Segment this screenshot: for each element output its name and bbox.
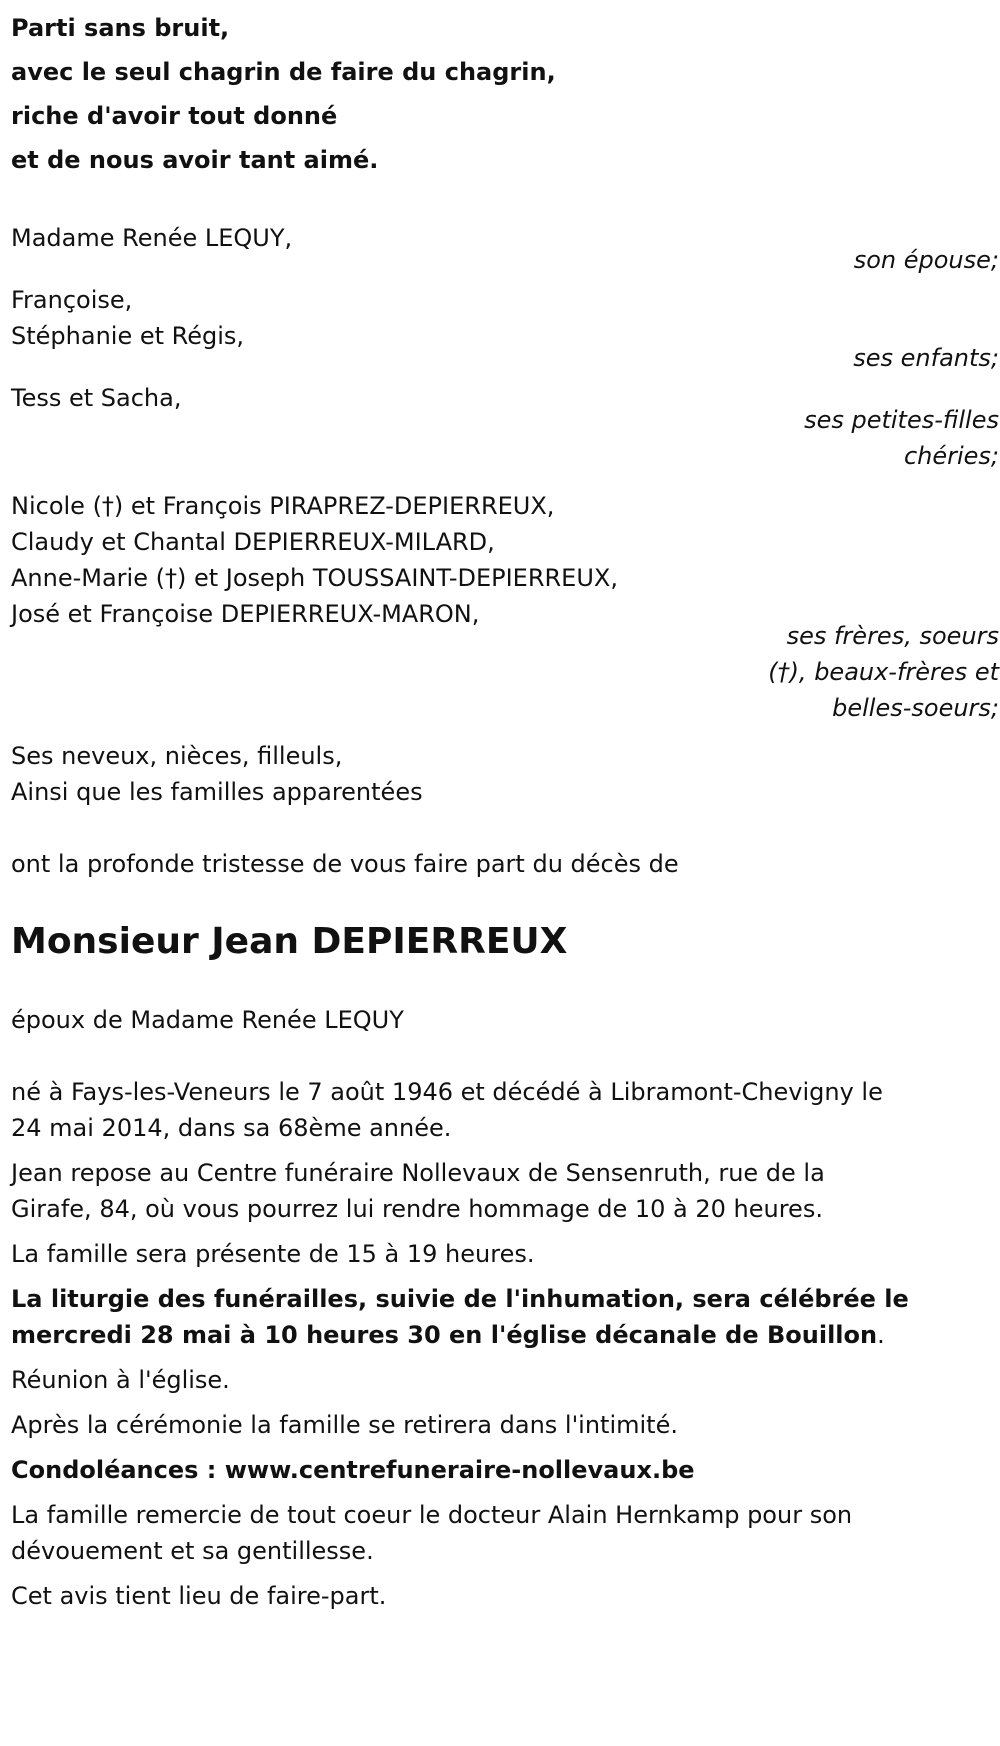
- condolences: Condoléances : www.centrefuneraire-nollevaux.be: [11, 1456, 695, 1484]
- others-group: [11, 738, 991, 810]
- repose-line: Girafe, 84, où vous pourrez lui rendre hommage de 10 à 20 heures.: [11, 1195, 823, 1223]
- liturgy-line-2: mercredi 28 mai à 10 heures 30 en l'église décanale de Bouillon.: [11, 1321, 885, 1349]
- child-name: Stéphanie et Régis,: [11, 322, 245, 350]
- others-line: Ainsi que les familles apparentées: [11, 778, 423, 806]
- reunion: Réunion à l'église.: [11, 1366, 230, 1394]
- poem-line: et de nous avoir tant aimé.: [11, 146, 379, 174]
- siblings-group: [11, 488, 999, 726]
- siblings-relation: ses frères, soeurs (†), beaux-frères et belles-soeurs;: [768, 622, 999, 722]
- sibling-name: Anne-Marie (†) et Joseph TOUSSAINT-DEPIERREUX,: [11, 564, 618, 592]
- poem-line: avec le seul chagrin de faire du chagrin,: [11, 58, 556, 86]
- birth-death-line: 24 mai 2014, dans sa 68ème année.: [11, 1114, 452, 1142]
- poem-line: riche d'avoir tout donné: [11, 102, 338, 130]
- family-present: La famille sera présente de 15 à 19 heures.: [11, 1240, 535, 1268]
- spouse-name: Madame Renée LEQUY,: [11, 224, 293, 252]
- notice: Cet avis tient lieu de faire-part.: [11, 1582, 387, 1610]
- poem: [11, 6, 991, 182]
- child-name: Françoise,: [11, 286, 133, 314]
- children-relation: ses enfants;: [853, 344, 999, 372]
- grandchildren-group: [11, 380, 999, 474]
- thanks-line: La famille remercie de tout coeur le docteur Alain Hernkamp pour son: [11, 1501, 853, 1529]
- grandchild-name: Tess et Sacha,: [11, 384, 182, 412]
- grandchildren-relation: ses petites-filles chéries;: [804, 406, 999, 470]
- repose-line: Jean repose au Centre funéraire Nollevaux de Sensenruth, rue de la: [11, 1159, 825, 1187]
- spouse-relation: son épouse;: [853, 246, 999, 274]
- ceremony: Après la cérémonie la famille se retirera dans l'intimité.: [11, 1411, 678, 1439]
- birth-death-line: né à Fays-les-Veneurs le 7 août 1946 et décédé à Libramont-Chevigny le: [11, 1078, 883, 1106]
- announcement: ont la profonde tristesse de vous faire part du décès de: [11, 850, 679, 878]
- sibling-name: Claudy et Chantal DEPIERREUX-MILARD,: [11, 528, 495, 556]
- liturgy-line: La liturgie des funérailles, suivie de l'inhumation, sera célébrée le: [11, 1285, 909, 1313]
- sibling-name: José et Françoise DEPIERREUX-MARON,: [11, 600, 480, 628]
- deceased-name: Monsieur Jean DEPIERREUX: [11, 921, 568, 962]
- spouse-group: [11, 220, 999, 278]
- children-group: [11, 282, 999, 376]
- obituary-content: [11, 6, 999, 1614]
- thanks-line: dévouement et sa gentillesse.: [11, 1537, 374, 1565]
- sibling-name: Nicole (†) et François PIRAPREZ-DEPIERREUX,: [11, 492, 555, 520]
- spouse-of: époux de Madame Renée LEQUY: [11, 1006, 404, 1034]
- others-line: Ses neveux, nièces, filleuls,: [11, 742, 343, 770]
- poem-line: Parti sans bruit,: [11, 14, 230, 42]
